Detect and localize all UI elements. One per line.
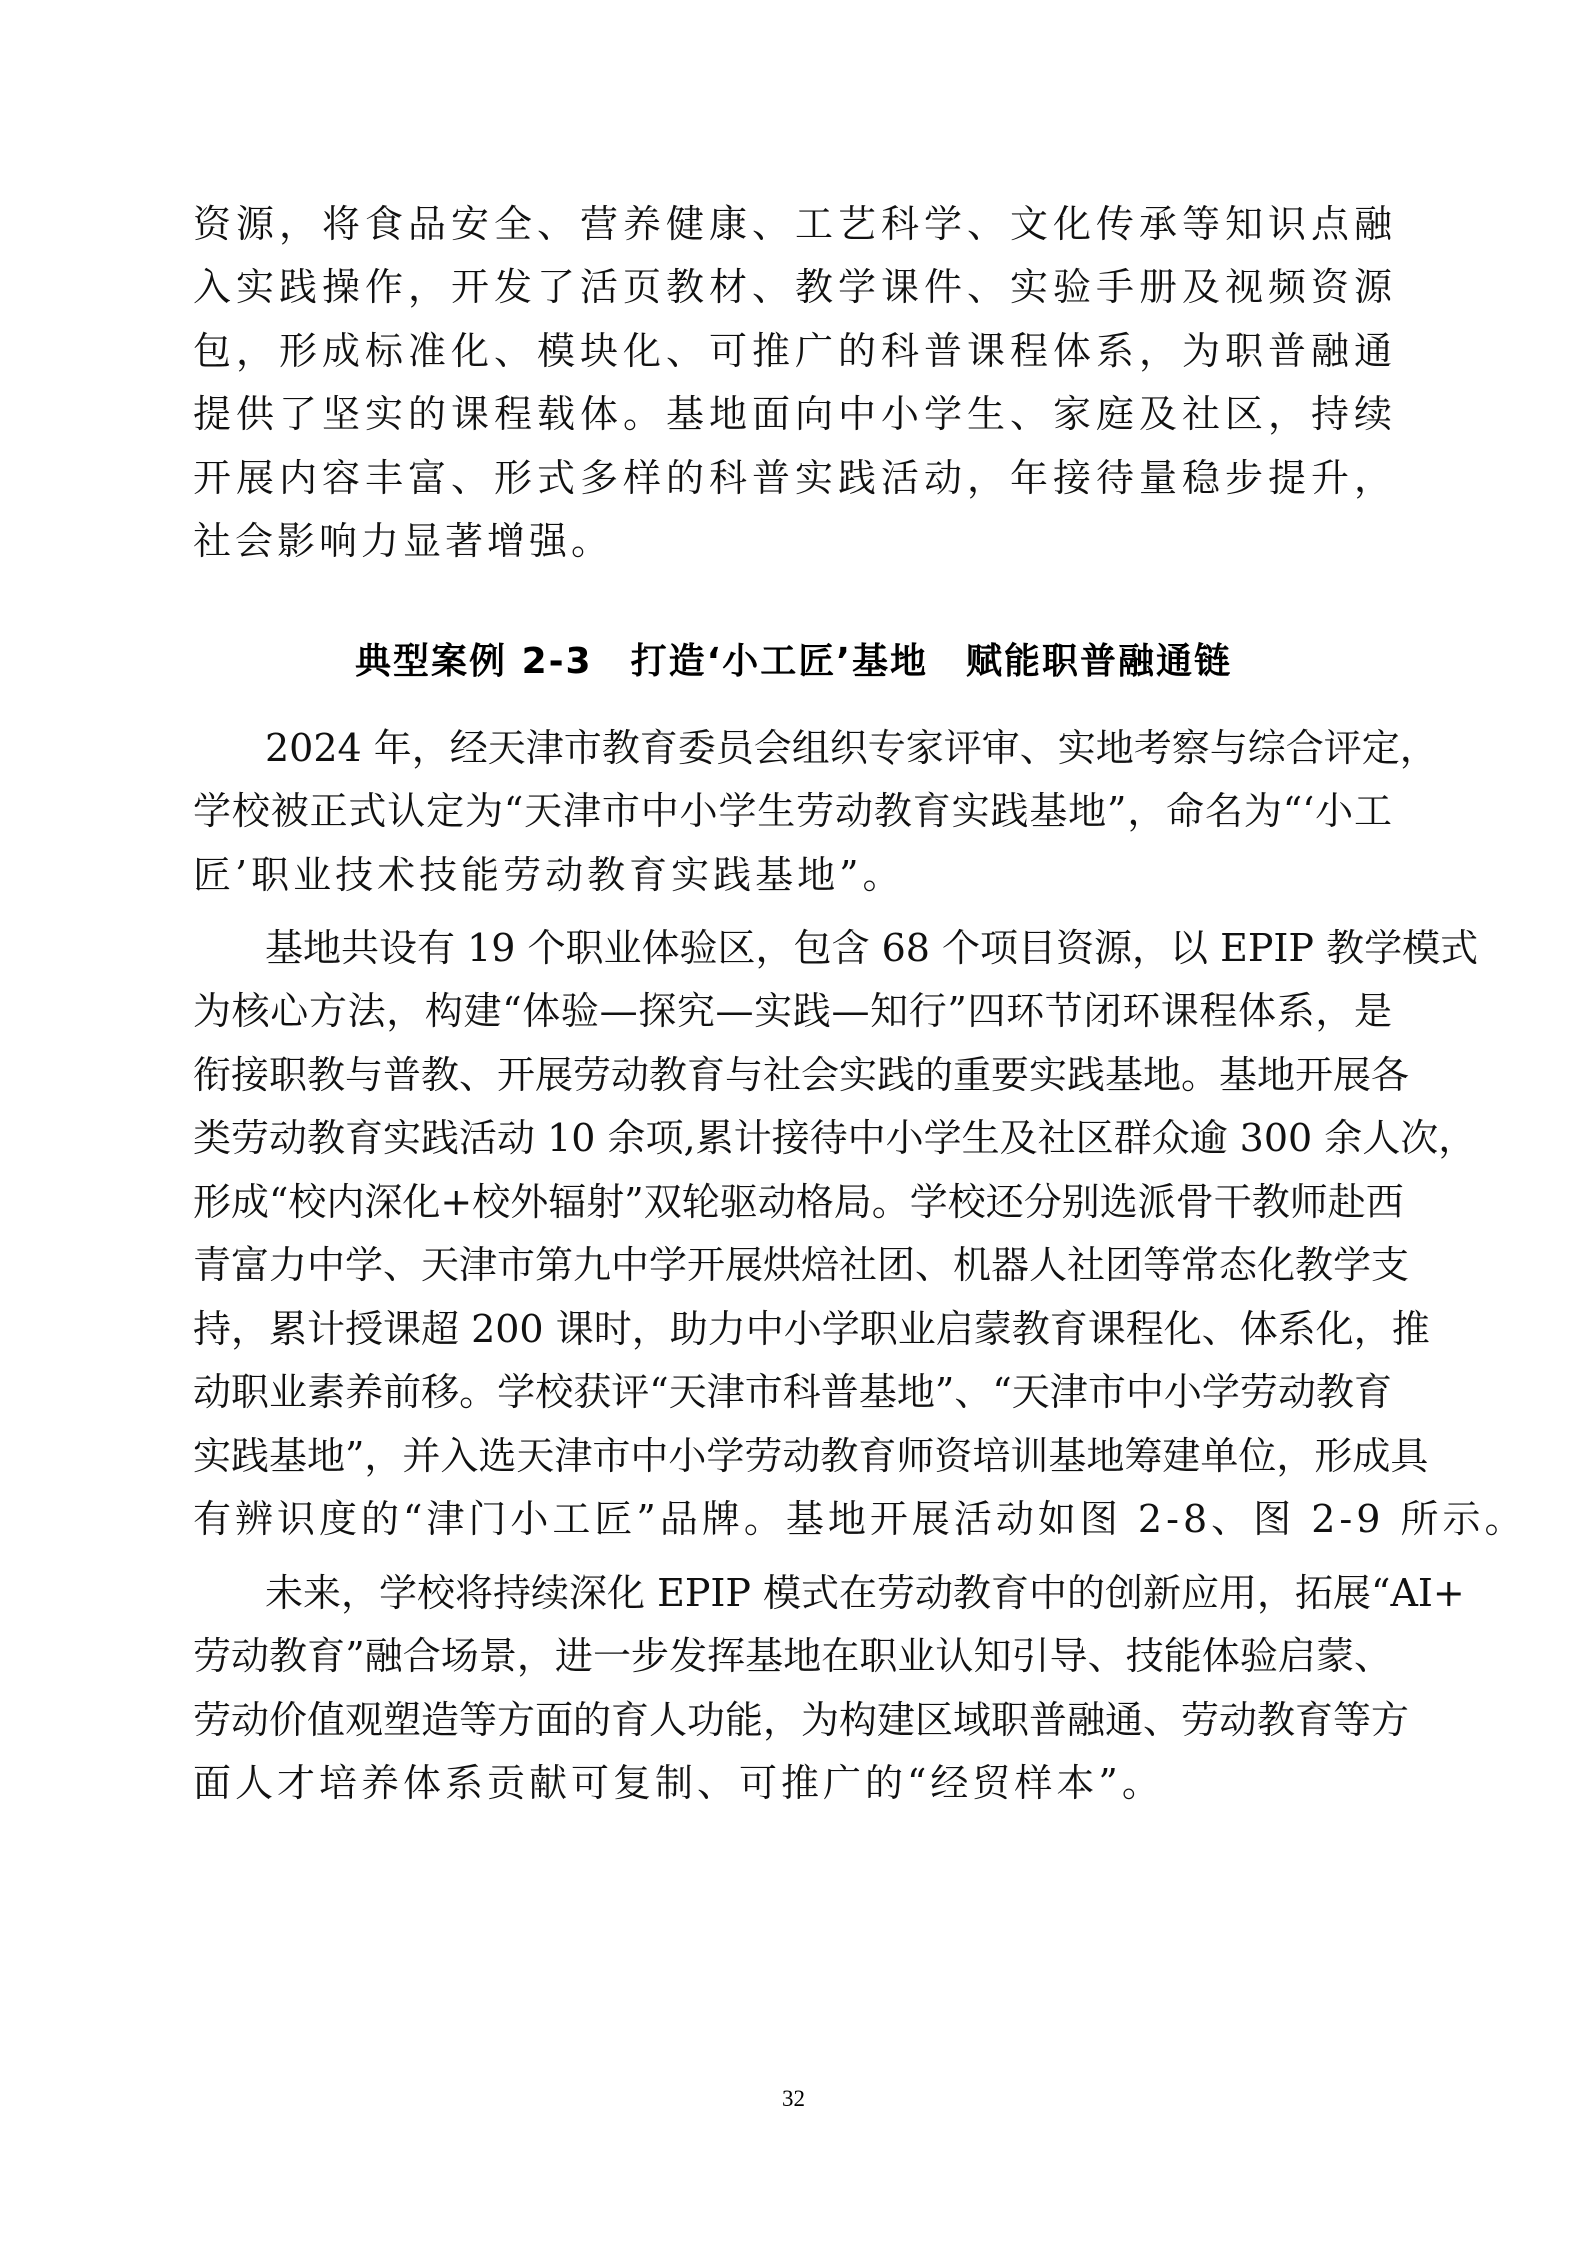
text-line: 2024 年，经天津市教育委员会组织专家评审、实地考察与综合评定， [265, 726, 1438, 770]
text-line: 开展内容丰富、形式多样的科普实践活动，年接待量稳步提升， [193, 456, 1392, 500]
text-line: 面人才培养体系贡献可复制、可推广的“经贸样本”。 [193, 1761, 1164, 1805]
text-line: 基地共设有 19 个职业体验区，包含 68 个项目资源，以 EPIP 教学模式 [265, 926, 1479, 970]
text-line: 类劳动教育实践活动 10 余项,累计接待中小学生及社区群众逾 300 余人次， [193, 1116, 1477, 1160]
text-line: 形成“校内深化+校外辐射”双轮驱动格局。学校还分别选派骨干教师赴西 [193, 1180, 1404, 1224]
text-line: 社会影响力显著增强。 [193, 519, 614, 563]
text-line: 衔接职教与普教、开展劳动教育与社会实践的重要实践基地。基地开展各 [193, 1053, 1410, 1097]
text-line: 劳动教育”融合场景，进一步发挥基地在职业认知引导、技能体验启蒙、 [193, 1634, 1392, 1678]
case-heading: 典型案例 2-3 打造‘小工匠’基地 赋能职普融通链 [355, 641, 1232, 682]
text-line: 匠’职业技术技能劳动教育实践基地”。 [193, 853, 905, 897]
text-line: 劳动价值观塑造等方面的育人功能，为构建区域职普融通、劳动教育等方 [193, 1698, 1410, 1742]
text-line: 青富力中学、天津市第九中学开展烘焙社团、机器人社团等常态化教学支 [193, 1243, 1410, 1287]
text-line: 持，累计授课超 200 课时，助力中小学职业启蒙教育课程化、体系化，推 [193, 1307, 1430, 1351]
text-line: 动职业素养前移。学校获评“天津市科普基地”、“天津市中小学劳动教育 [193, 1370, 1392, 1414]
text-line: 实践基地”，并入选天津市中小学劳动教育师资培训基地筹建单位，形成具 [193, 1434, 1429, 1478]
text-line: 为核心方法，构建“体验—探究—实践—知行”四环节闭环课程体系，是 [193, 989, 1392, 1033]
text-line: 未来，学校将持续深化 EPIP 模式在劳动教育中的创新应用，拓展“AI+ [265, 1571, 1465, 1615]
text-line: 入实践操作，开发了活页教材、教学课件、实验手册及视频资源 [193, 265, 1392, 309]
text-line: 资源，将食品安全、营养健康、工艺科学、文化传承等知识点融 [193, 202, 1392, 246]
text-line: 提供了坚实的课程载体。基地面向中小学生、家庭及社区，持续 [193, 392, 1392, 436]
page-number: 32 [782, 2086, 805, 2111]
text-line: 有辨识度的“津门小工匠”品牌。基地开展活动如图 2-8、图 2-9 所示。 [193, 1497, 1527, 1541]
text-line: 学校被正式认定为“天津市中小学生劳动教育实践基地”，命名为“‘小工 [193, 789, 1392, 833]
text-line: 包，形成标准化、模块化、可推广的科普课程体系，为职普融通 [193, 329, 1392, 373]
